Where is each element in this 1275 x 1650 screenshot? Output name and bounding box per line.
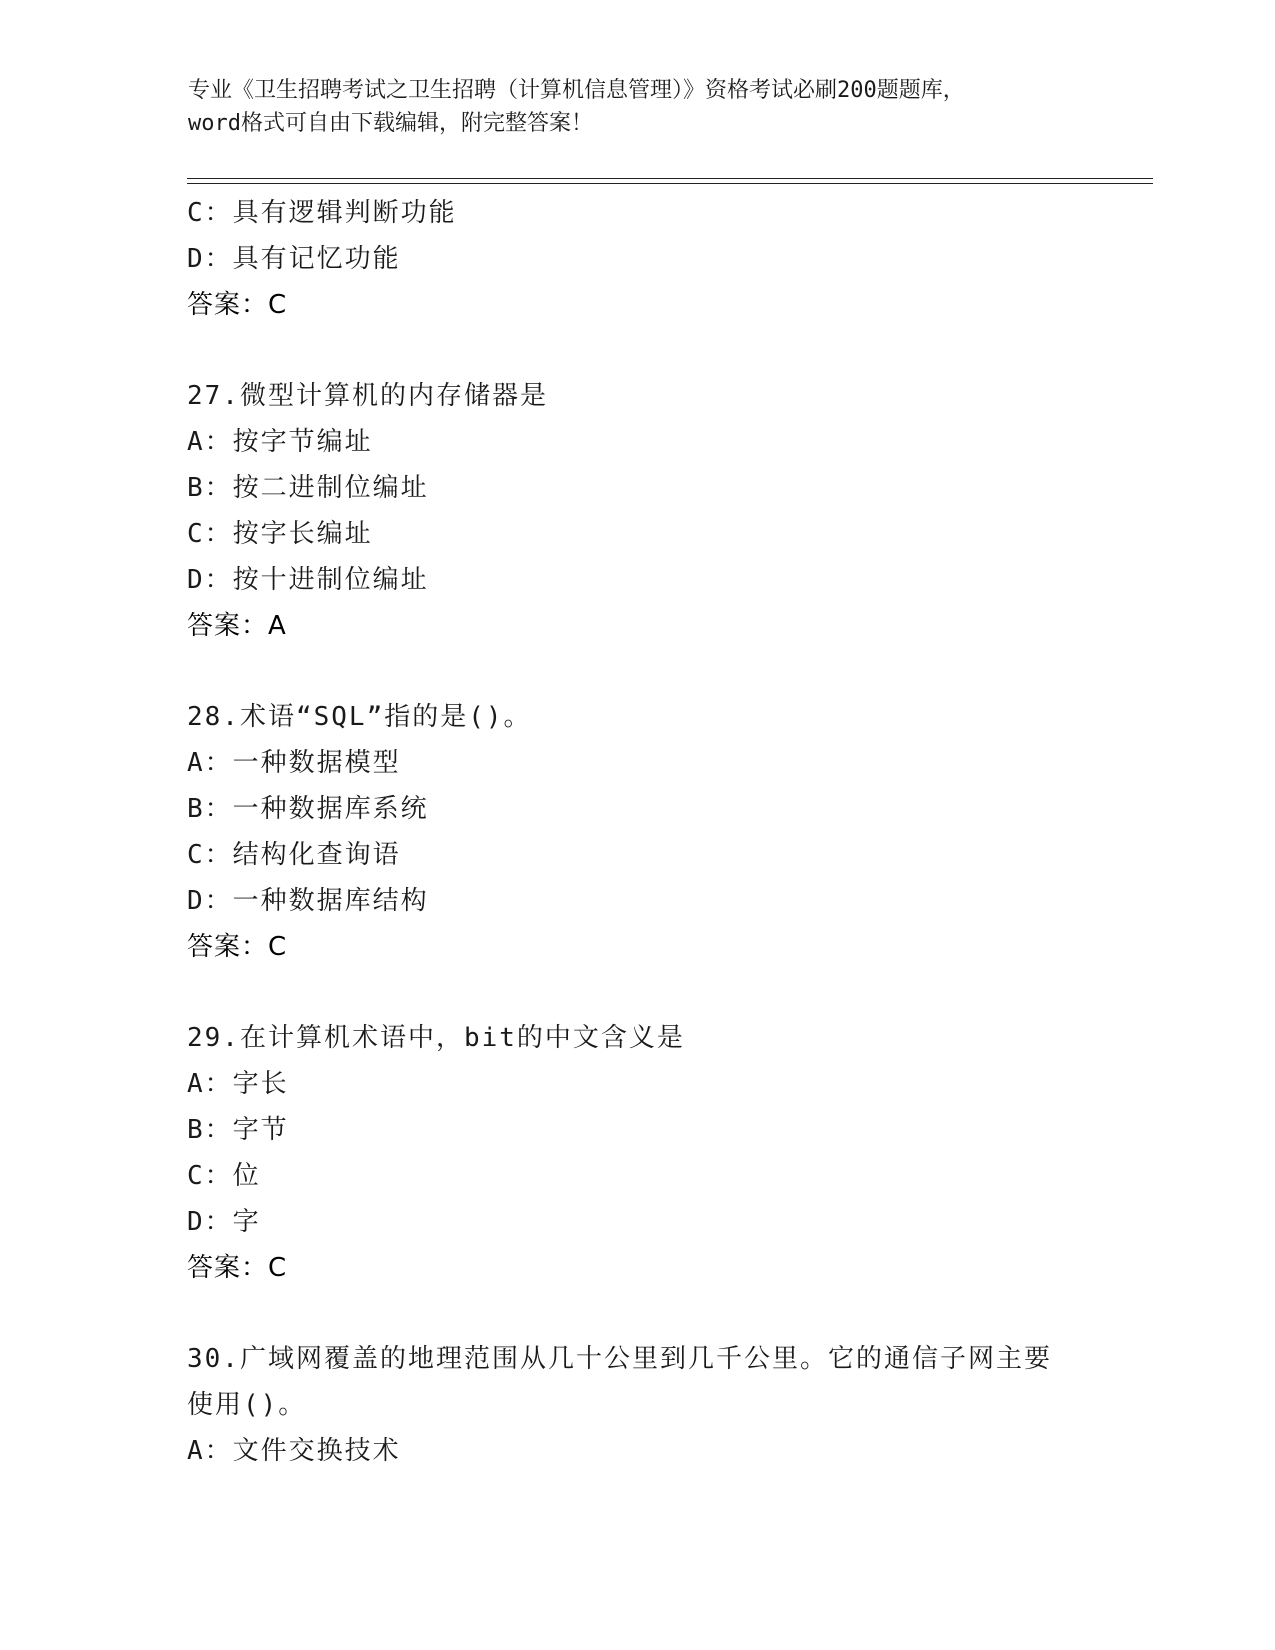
option-d: D：字 — [187, 1207, 261, 1237]
question-stem: 27.微型计算机的内存储器是 — [187, 381, 548, 411]
document-header — [188, 74, 1088, 140]
option-c: C：按字长编址 — [187, 519, 373, 549]
header-divider-top — [187, 178, 1153, 179]
question-stem-line-2: 使用()。 — [187, 1390, 307, 1420]
question-28 — [187, 694, 1087, 970]
answer-line: 答案：C — [187, 290, 288, 320]
question-list — [187, 190, 1087, 1474]
option-c: C：具有逻辑判断功能 — [187, 198, 457, 228]
answer-line: 答案：A — [187, 611, 287, 641]
option-a: A：文件交换技术 — [187, 1436, 401, 1466]
question-30 — [187, 1336, 1087, 1474]
question-stem: 29.在计算机术语中，bit的中文含义是 — [187, 1023, 685, 1053]
option-d: D：按十进制位编址 — [187, 565, 429, 595]
option-c: C：位 — [187, 1161, 261, 1191]
option-d: D：一种数据库结构 — [187, 886, 429, 916]
option-b: B：字节 — [187, 1115, 289, 1145]
option-c: C：结构化查询语 — [187, 840, 401, 870]
spacer — [187, 970, 1087, 1015]
option-a: A：按字节编址 — [187, 427, 373, 457]
spacer — [187, 328, 1087, 373]
option-d: D：具有记忆功能 — [187, 244, 401, 274]
header-divider-bottom — [187, 183, 1153, 184]
question-29 — [187, 1015, 1087, 1291]
header-line-1: 专业《卫生招聘考试之卫生招聘（计算机信息管理）》资格考试必刷200题题库， — [188, 78, 965, 103]
question-stem-line-1: 30.广域网覆盖的地理范围从几十公里到几千公里。它的通信子网主要 — [187, 1344, 1052, 1374]
question-stem: 28.术语“SQL”指的是()。 — [187, 702, 532, 732]
answer-line: 答案：C — [187, 1253, 288, 1283]
question-27 — [187, 373, 1087, 649]
spacer — [187, 1291, 1087, 1336]
answer-line: 答案：C — [187, 932, 288, 962]
option-b: B：一种数据库系统 — [187, 794, 429, 824]
option-b: B：按二进制位编址 — [187, 473, 429, 503]
header-line-2: word格式可自由下载编辑，附完整答案！ — [188, 111, 593, 136]
option-a: A：字长 — [187, 1069, 289, 1099]
question-fragment — [187, 190, 1087, 328]
spacer — [187, 649, 1087, 694]
option-a: A：一种数据模型 — [187, 748, 401, 778]
